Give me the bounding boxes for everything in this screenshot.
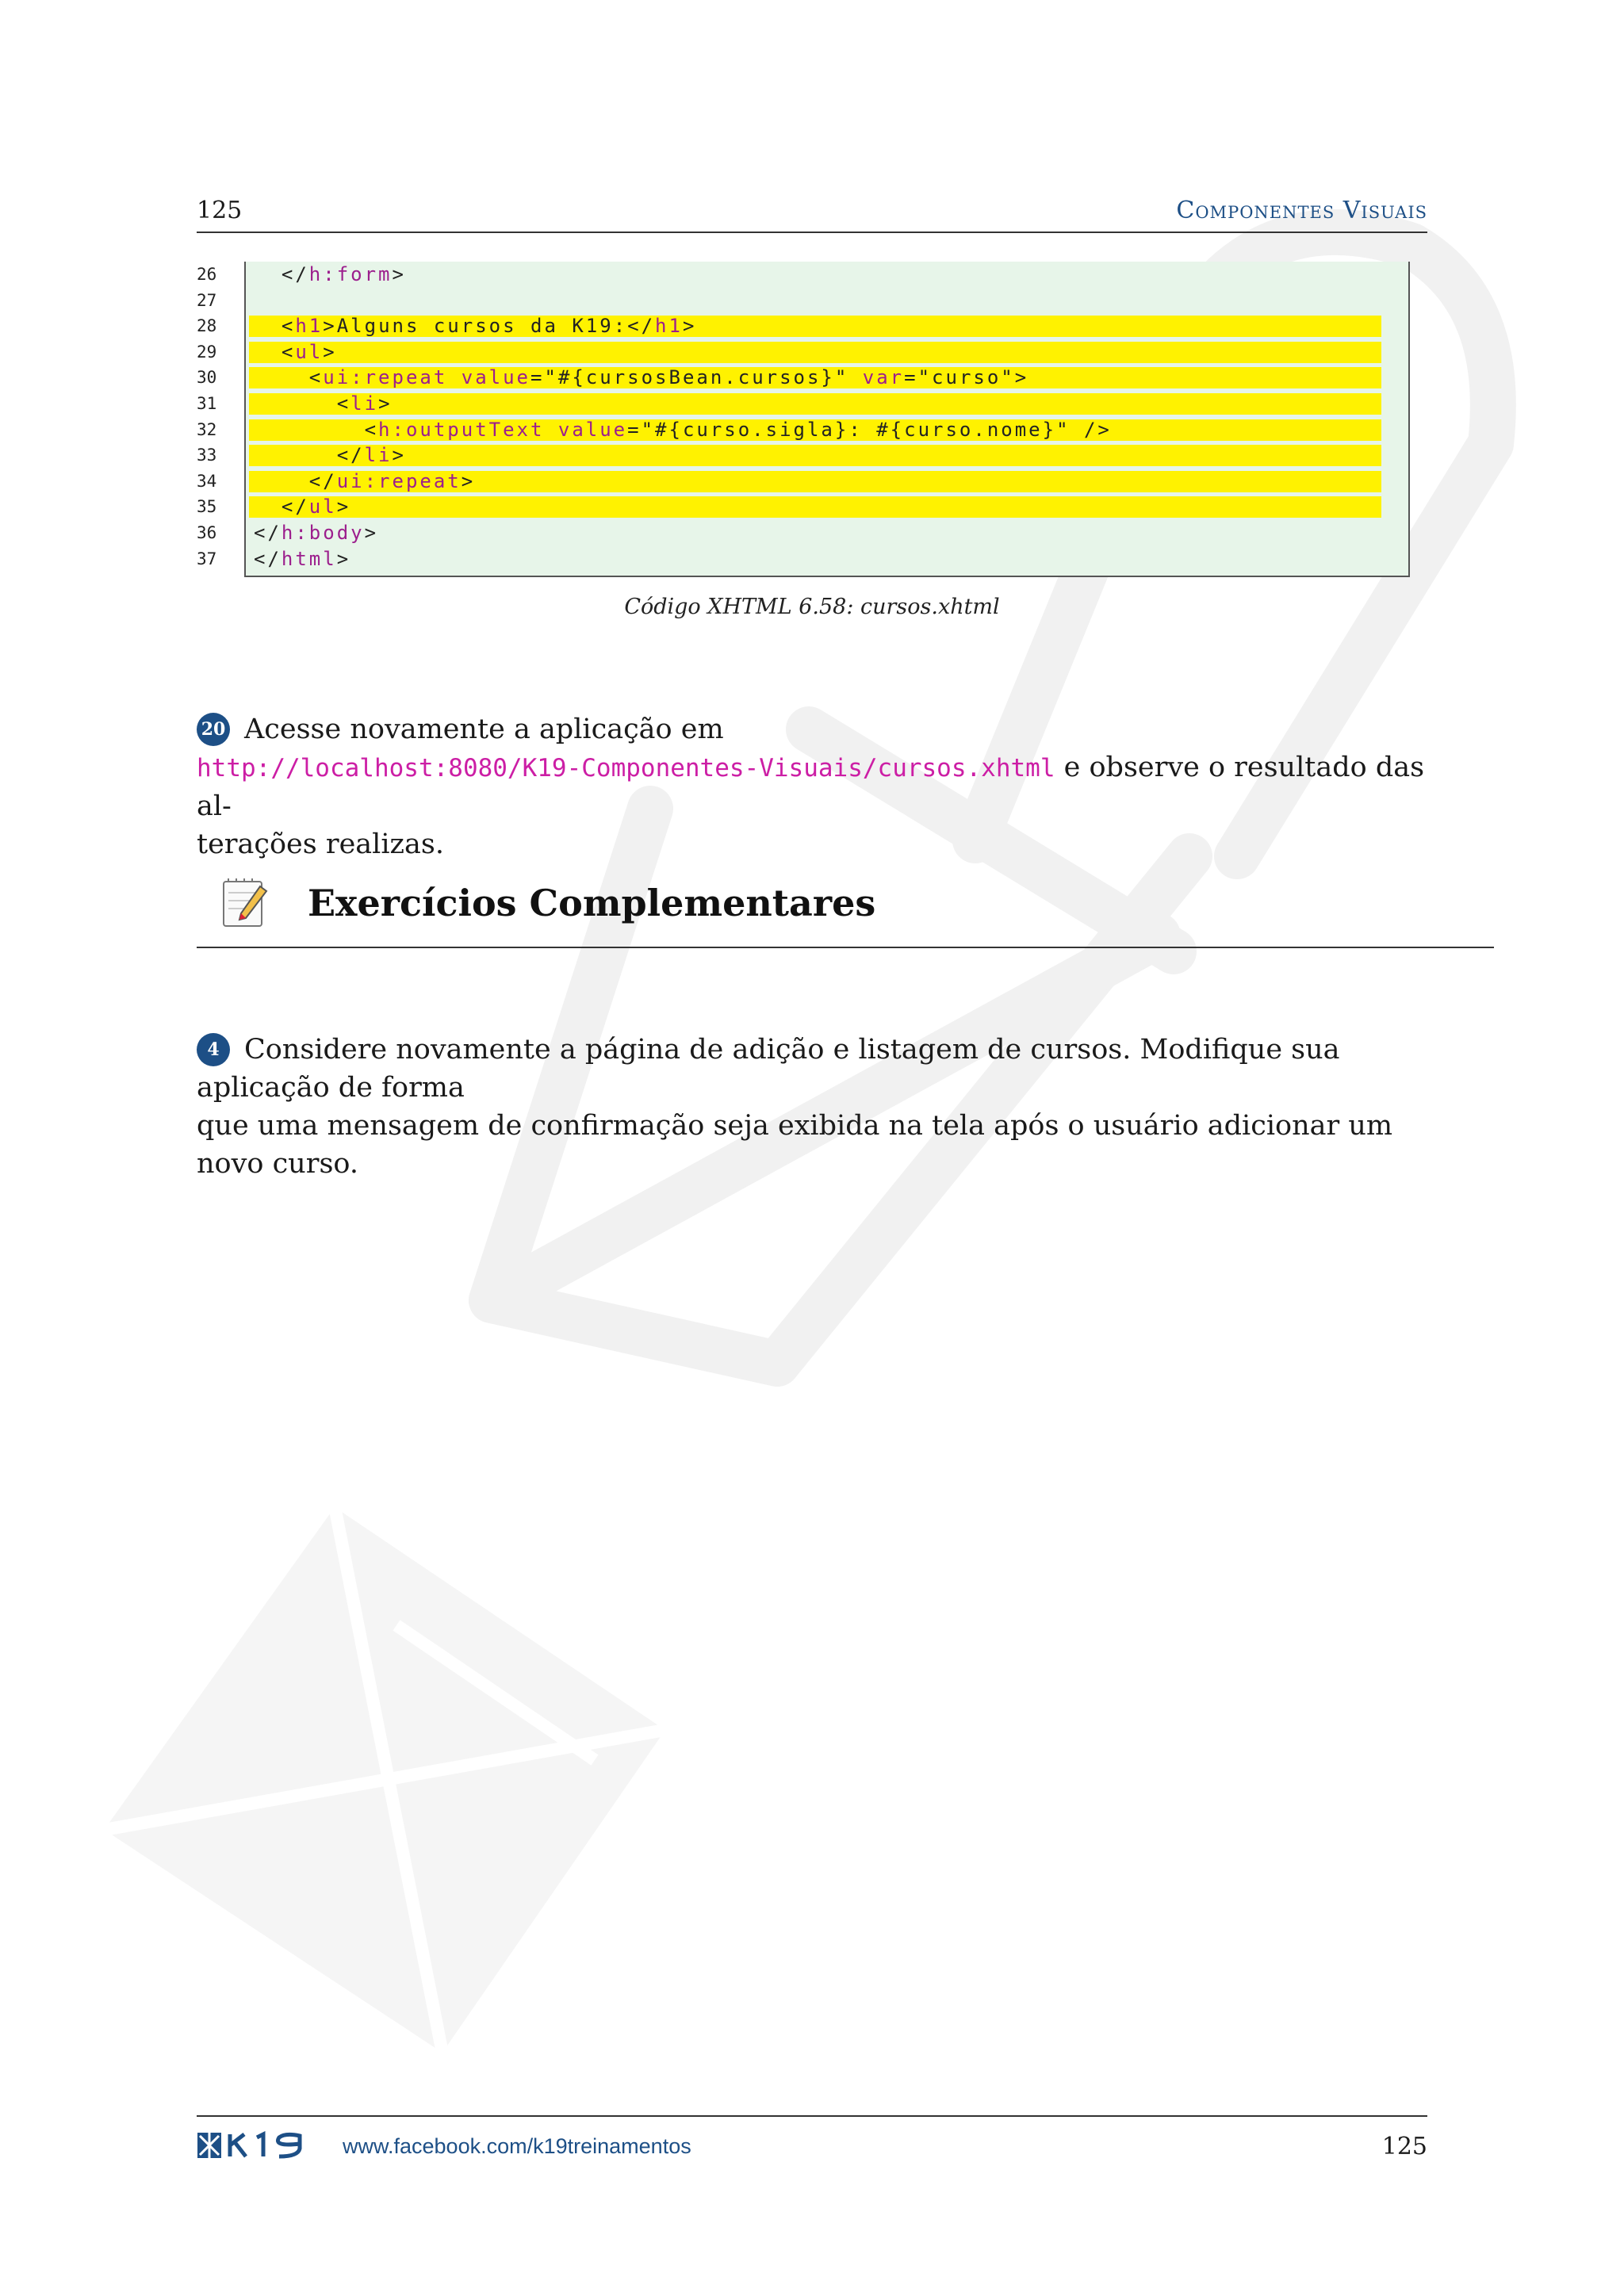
code-line (197, 520, 1410, 546)
code-plain: </ (254, 263, 309, 285)
code-text (249, 342, 1381, 363)
code-line (197, 469, 1410, 495)
code-plain: >Alguns cursos da K19:</ (323, 315, 656, 338)
code-plain: </ (254, 469, 337, 492)
code-tag: h:outputText value (378, 418, 628, 441)
line-number: 30 (197, 368, 217, 388)
exercise-4 (197, 1031, 1427, 1183)
code-plain: < (254, 366, 324, 389)
code-plain: > (364, 521, 379, 544)
code-line (197, 339, 1410, 365)
code-plain: < (254, 418, 379, 441)
code-line (197, 391, 1410, 417)
line-number: 34 (197, 471, 217, 491)
pencil-notepad-icon (219, 875, 274, 931)
code-tag: ui:repeat value (323, 366, 530, 389)
code-caption: Código XHTML 6.58: cursos.xhtml (624, 595, 1000, 619)
exercise-20-text-middle: e observe o resultado das al- (197, 752, 1425, 822)
code-plain: </ (254, 496, 309, 519)
line-number: 37 (197, 549, 217, 568)
exercise-20-text-end: terações realizas. (197, 828, 444, 860)
code-plain: </ (254, 547, 282, 570)
code-text (249, 471, 1381, 492)
header-divider (197, 232, 1427, 233)
k19-logo (197, 2131, 320, 2160)
code-line (197, 417, 1410, 443)
facebook-link[interactable]: www.facebook.com/k19treinamentos (343, 2134, 691, 2158)
exercise-20 (197, 710, 1427, 863)
exercise-number-badge: 4 (197, 1033, 230, 1066)
code-plain: </ (254, 444, 365, 467)
code-tag: h1 (655, 315, 683, 338)
line-number: 36 (197, 522, 217, 542)
code-tag: li (350, 392, 379, 415)
app-url-link[interactable]: http://localhost:8080/K19-Componentes-Visuais/cursos.xhtml (197, 754, 1055, 783)
code-text (249, 316, 1381, 337)
line-number: 33 (197, 446, 217, 465)
code-plain: < (254, 340, 296, 363)
code-text (249, 419, 1381, 441)
code-plain: > (323, 340, 337, 363)
code-plain: > (336, 547, 351, 570)
exercise-4-text-line1: Considere novamente a página de adição e listagem de cursos. Modifique sua aplicação de forma (197, 1034, 1340, 1104)
code-line (197, 365, 1410, 391)
line-number: 32 (197, 419, 217, 439)
section-title: Exercícios Complementares (308, 882, 876, 924)
code-plain: > (392, 263, 406, 285)
code-line (197, 442, 1410, 469)
line-number: 27 (197, 290, 217, 310)
code-line (197, 546, 1410, 572)
line-number: 31 (197, 393, 217, 413)
code-tag: ul (308, 496, 337, 519)
code-tag: ul (295, 340, 324, 363)
code-tag: ui:repeat (336, 469, 462, 492)
code-plain: > (336, 496, 351, 519)
code-tag: h1 (295, 315, 324, 338)
header-page-number: 125 (197, 197, 243, 224)
code-plain: < (254, 392, 351, 415)
code-line (197, 288, 1410, 314)
code-tag: h:form (308, 263, 393, 285)
code-tag: li (364, 444, 393, 467)
code-text (249, 546, 1410, 572)
exercise-number-badge: 20 (197, 713, 230, 746)
code-plain: > (378, 392, 393, 415)
code-text (249, 520, 1410, 546)
line-number: 28 (197, 316, 217, 336)
code-plain: > (682, 315, 697, 338)
code-text (249, 262, 1410, 288)
footer-page-number: 125 (1381, 2133, 1427, 2160)
code-plain: ="#{cursosBean.cursos}" (530, 366, 863, 389)
line-number: 35 (197, 497, 217, 517)
code-line (197, 262, 1410, 288)
exercise-4-text-line2: que uma mensagem de confirmação seja exibida na tela após o usuário adicionar um novo curso. (197, 1110, 1393, 1180)
code-lines (197, 262, 1410, 572)
code-tag: html (281, 547, 337, 570)
code-text (249, 367, 1381, 388)
line-number: 26 (197, 265, 217, 284)
exercise-20-text-start: Acesse novamente a aplicação em (244, 714, 724, 745)
code-text (249, 496, 1381, 518)
code-tag: var (862, 366, 905, 389)
code-plain: </ (254, 521, 282, 544)
footer-divider (197, 2115, 1427, 2117)
code-plain: > (461, 469, 476, 492)
line-number: 29 (197, 342, 217, 362)
code-plain: ="#{curso.sigla}: #{curso.nome}" /> (627, 418, 1112, 441)
code-tag: h:body (281, 521, 365, 544)
code-plain: ="curso"> (904, 366, 1029, 389)
code-text (249, 445, 1381, 466)
code-line (197, 494, 1410, 520)
code-text (249, 288, 1410, 314)
code-text (249, 393, 1381, 415)
code-line (197, 313, 1410, 339)
section-divider (197, 947, 1494, 948)
code-plain: > (392, 444, 406, 467)
code-plain: < (254, 315, 296, 338)
header-chapter-title: Componentes Visuais (1176, 197, 1427, 224)
